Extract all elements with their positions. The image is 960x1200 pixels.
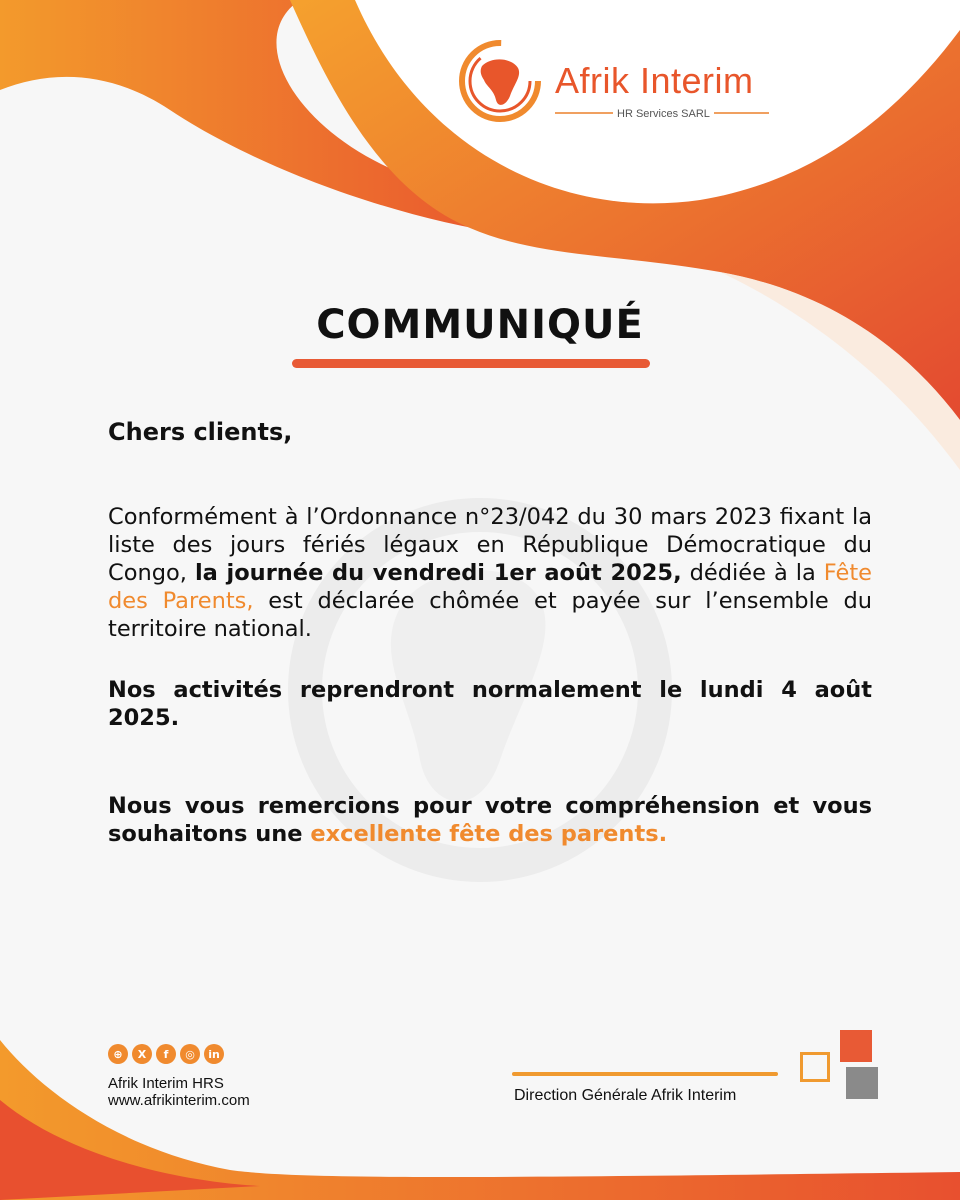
facebook-icon[interactable]: f [156, 1044, 176, 1064]
decor-square-orange [840, 1030, 872, 1062]
p1-bold-date: la journée du vendredi 1er août 2025, [194, 560, 682, 586]
brand-underline-left [555, 112, 613, 114]
p3-text-1: Nous vous remercions pour votre compréhension et vous souhaitons une [108, 793, 872, 847]
decor-square-gray [846, 1067, 878, 1099]
signature-line [512, 1072, 778, 1076]
x-icon[interactable]: X [132, 1044, 152, 1064]
brand-logo [452, 36, 782, 126]
company-name: Afrik Interim HRS [108, 1075, 224, 1092]
globe-icon[interactable]: ⊕ [108, 1044, 128, 1064]
paragraph-announcement [108, 503, 872, 643]
linkedin-icon[interactable]: in [204, 1044, 224, 1064]
brand-name: Afrik Interim [555, 60, 754, 101]
p1-text-2: dédiée à la [681, 560, 824, 586]
instagram-icon[interactable]: ◎ [180, 1044, 200, 1064]
company-website[interactable]: www.afrikinterim.com [108, 1092, 250, 1109]
page-title: COMMUNIQUÉ [316, 302, 644, 348]
p1-text-3: est déclarée chômée et payée sur l’ensemble du territoire national. [108, 588, 872, 642]
p3-highlight: excellente fête des parents. [310, 821, 668, 847]
brand-subtitle: HR Services SARL [617, 108, 710, 120]
title-underline [292, 359, 650, 368]
africa-logo-icon [452, 36, 552, 126]
p1-text-1: Conformément à l’Ordonnance n°23/042 du 30 mars 2023 fixant la liste des jours fériés légaux en République Démocratique du Congo, [108, 504, 872, 586]
brand-underline-right [714, 112, 769, 114]
signature: Direction Générale Afrik Interim [514, 1087, 737, 1104]
greeting: Chers clients, [108, 418, 293, 446]
social-links [108, 1044, 224, 1066]
paragraph-thanks [108, 792, 872, 848]
paragraph-resume: Nos activités reprendront normalement le lundi 4 août 2025. [108, 677, 872, 731]
decor-square-outline [800, 1052, 830, 1082]
p1-highlight-fete: Fête des Parents, [108, 560, 873, 614]
